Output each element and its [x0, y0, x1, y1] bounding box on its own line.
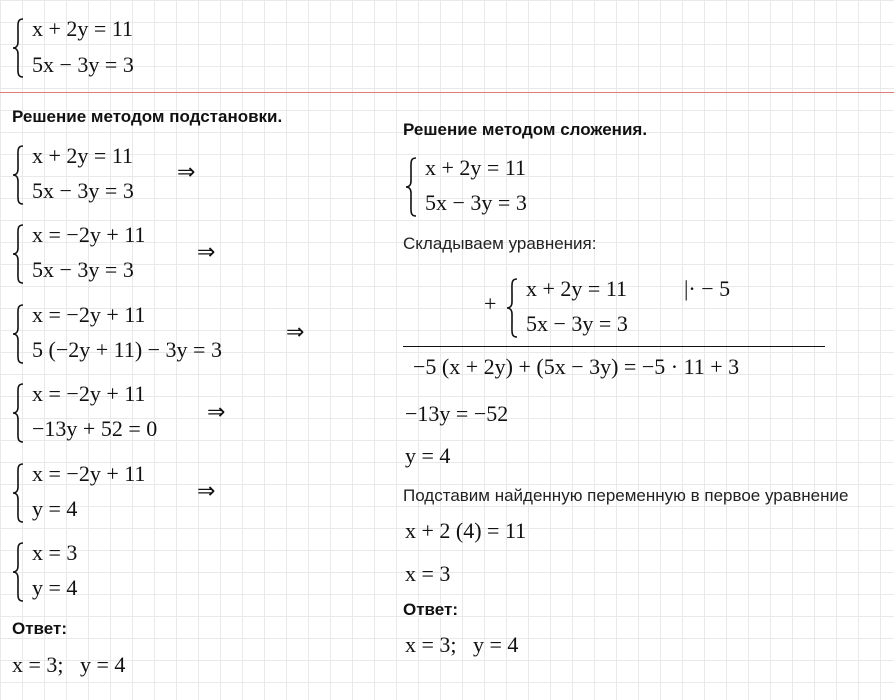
add-system-line1: x + 2y = 11: [425, 155, 526, 180]
brace-icon: [12, 304, 24, 364]
sub-step-5-line2: y = 4: [32, 496, 78, 521]
sub-step-1-line2: 5x − 3y = 3: [32, 178, 134, 203]
brace-icon: [12, 463, 24, 523]
add-answer: x = 3; y = 4: [405, 632, 519, 657]
substitute-text: Подставим найденную переменную в первое уравнение: [403, 486, 849, 505]
addition-heading: Решение методом сложения.: [403, 120, 648, 139]
cropped-top-text: [0, 0, 894, 6]
top-system: [12, 18, 212, 78]
result-line-1: −13y = −52: [405, 401, 509, 426]
sum-equation: −5 (x + 2y) + (5x − 3y) = −5 · 11 + 3: [413, 354, 740, 379]
top-system-line1: x + 2y = 11: [32, 16, 133, 41]
sum-divider: [403, 346, 825, 347]
implies-arrow-icon: ⇒: [286, 320, 305, 345]
multiplier: |· − 5: [684, 276, 731, 301]
brace-icon: [12, 542, 24, 602]
add-multiplied-line2: 5x − 3y = 3: [526, 311, 628, 336]
add-multiplied-line1: x + 2y = 11: [526, 276, 627, 301]
sub-step-5-line1: x = −2y + 11: [32, 461, 146, 486]
implies-arrow-icon: ⇒: [197, 479, 216, 504]
sub-step-6: [12, 542, 212, 602]
brace-icon: [12, 145, 24, 205]
result-line-2: y = 4: [405, 443, 451, 468]
substitution-line-2: x = 3: [405, 561, 451, 586]
sub-step-2: [12, 224, 212, 284]
brace-icon: [506, 278, 518, 338]
sub-answer: x = 3; y = 4: [12, 652, 126, 677]
sub-step-2-line1: x = −2y + 11: [32, 222, 146, 247]
implies-arrow-icon: ⇒: [177, 160, 196, 185]
sub-step-5: [12, 463, 212, 523]
fold-equations-text: Складываем уравнения:: [403, 234, 597, 253]
brace-icon: [12, 383, 24, 443]
brace-icon: [12, 224, 24, 284]
sub-answer-label: Ответ:: [12, 619, 67, 638]
sub-step-6-line1: x = 3: [32, 540, 78, 565]
substitution-heading: Решение методом подстановки.: [12, 107, 283, 126]
brace-icon: [405, 157, 417, 217]
add-multiplied-system: [506, 278, 766, 338]
sub-step-3-line2: 5 (−2y + 11) − 3y = 3: [32, 337, 222, 362]
top-system-line2: 5x − 3y = 3: [32, 52, 134, 77]
plus-sign: +: [484, 291, 497, 316]
brace-icon: [12, 18, 24, 78]
sub-step-3-line1: x = −2y + 11: [32, 302, 146, 327]
sub-step-3: [12, 304, 282, 364]
sub-step-4-line2: −13y + 52 = 0: [32, 416, 158, 441]
sub-step-4: [12, 383, 212, 443]
add-answer-label: Ответ:: [403, 600, 458, 619]
add-system-line2: 5x − 3y = 3: [425, 190, 527, 215]
add-system: [405, 157, 605, 217]
red-divider: [0, 92, 894, 93]
sub-step-6-line2: y = 4: [32, 575, 78, 600]
sub-step-2-line2: 5x − 3y = 3: [32, 257, 134, 282]
sub-step-1-line1: x + 2y = 11: [32, 143, 133, 168]
substitution-line-1: x + 2 (4) = 11: [405, 518, 527, 543]
implies-arrow-icon: ⇒: [207, 400, 226, 425]
sub-step-4-line1: x = −2y + 11: [32, 381, 146, 406]
implies-arrow-icon: ⇒: [197, 240, 216, 265]
